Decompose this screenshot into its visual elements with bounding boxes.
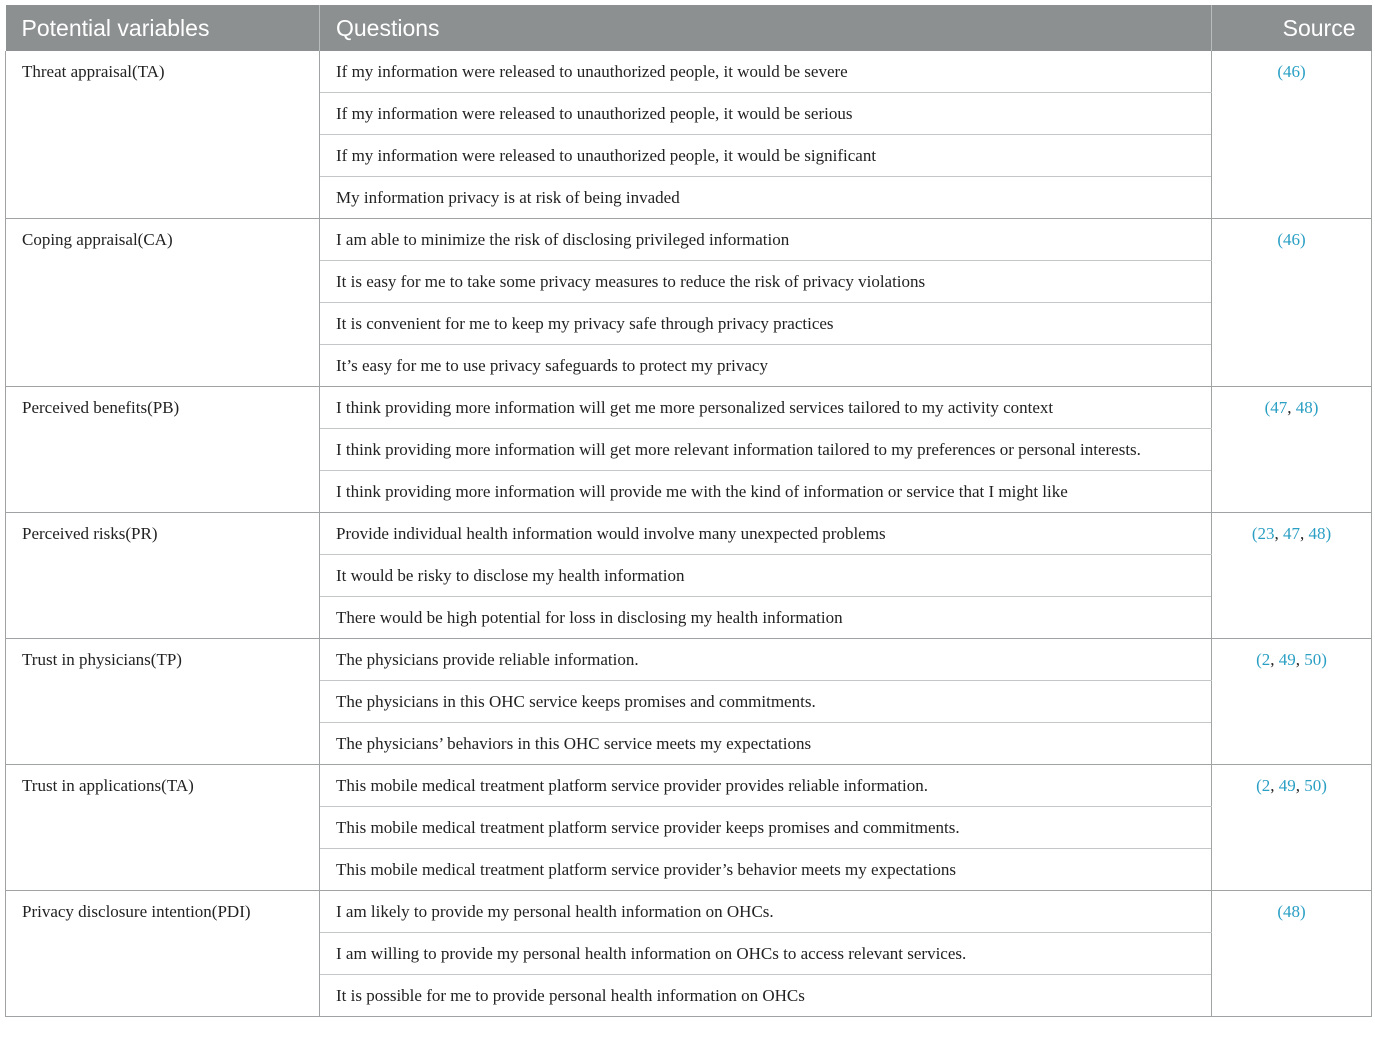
source-separator: , [1274, 524, 1283, 543]
reference-link[interactable]: 47 [1270, 398, 1288, 417]
table-row [6, 639, 1372, 681]
question-cell: This mobile medical treatment platform service provider provides reliable information. [320, 765, 1212, 807]
question-cell: This mobile medical treatment platform service provider keeps promises and commitments. [320, 807, 1212, 849]
question-cell: It is convenient for me to keep my privacy safe through privacy practices [320, 303, 1212, 345]
question-cell: The physicians’ behaviors in this OHC service meets my expectations [320, 723, 1212, 765]
question-cell: My information privacy is at risk of being invaded [320, 177, 1212, 219]
question-cell: Provide individual health information would involve many unexpected problems [320, 513, 1212, 555]
table-row [6, 219, 1372, 261]
table-header [6, 5, 1372, 51]
source-cell [1212, 891, 1372, 1017]
header-potential-variables: Potential variables [6, 5, 320, 51]
variables-table [5, 5, 1372, 1017]
reference-link[interactable]: 46 [1283, 230, 1300, 249]
question-cell: The physicians provide reliable information. [320, 639, 1212, 681]
question-cell: I am willing to provide my personal health information on OHCs to access relevant services. [320, 933, 1212, 975]
question-cell: The physicians in this OHC service keeps promises and commitments. [320, 681, 1212, 723]
question-cell: If my information were released to unauthorized people, it would be severe [320, 51, 1212, 93]
reference-link[interactable]: 47 [1283, 524, 1300, 543]
variables-table-container [5, 5, 1371, 1017]
table-row [6, 51, 1372, 93]
source-separator: , [1295, 650, 1305, 669]
question-cell: It is possible for me to provide personal health information on OHCs [320, 975, 1212, 1017]
variable-cell: Privacy disclosure intention(PDI) [6, 891, 320, 1017]
source-open-paren: ( [1277, 62, 1283, 81]
question-cell: There would be high potential for loss in disclosing my health information [320, 597, 1212, 639]
variable-cell: Perceived risks(PR) [6, 513, 320, 639]
source-open-paren: ( [1277, 230, 1283, 249]
question-cell: I think providing more information will get more relevant information tailored to my preferences or personal interests. [320, 429, 1212, 471]
question-cell: It’s easy for me to use privacy safeguards to protect my privacy [320, 345, 1212, 387]
source-cell [1212, 639, 1372, 765]
header-questions: Questions [320, 5, 1212, 51]
source-close-paren: ) [1300, 230, 1306, 249]
table-row [6, 891, 1372, 933]
question-cell: It would be risky to disclose my health information [320, 555, 1212, 597]
source-close-paren: ) [1300, 62, 1306, 81]
source-close-paren: ) [1300, 902, 1306, 921]
source-open-paren: ( [1277, 902, 1283, 921]
reference-link[interactable]: 48 [1308, 524, 1326, 543]
source-close-paren: ) [1321, 650, 1327, 669]
source-open-paren: ( [1264, 398, 1271, 417]
source-open-paren: ( [1256, 650, 1262, 669]
source-cell [1212, 513, 1372, 639]
variable-cell: Perceived benefits(PB) [6, 387, 320, 513]
table-row [6, 513, 1372, 555]
source-separator: , [1295, 776, 1305, 795]
question-cell: I think providing more information will get me more personalized services tailored to my activity context [320, 387, 1212, 429]
source-separator: , [1270, 650, 1279, 669]
question-cell: This mobile medical treatment platform service provider’s behavior meets my expectations [320, 849, 1212, 891]
question-cell: It is easy for me to take some privacy measures to reduce the risk of privacy violations [320, 261, 1212, 303]
reference-link[interactable]: 48 [1283, 902, 1300, 921]
source-separator: , [1287, 398, 1296, 417]
source-cell [1212, 219, 1372, 387]
reference-link[interactable]: 50 [1304, 650, 1322, 669]
question-cell: If my information were released to unauthorized people, it would be serious [320, 93, 1212, 135]
reference-link[interactable]: 2 [1261, 776, 1271, 795]
question-cell: If my information were released to unauthorized people, it would be significant [320, 135, 1212, 177]
source-open-paren: ( [1251, 524, 1258, 543]
question-cell: I am able to minimize the risk of disclosing privileged information [320, 219, 1212, 261]
table-row [6, 765, 1372, 807]
reference-link[interactable]: 50 [1304, 776, 1322, 795]
reference-link[interactable]: 49 [1278, 776, 1296, 795]
source-open-paren: ( [1256, 776, 1262, 795]
reference-link[interactable]: 49 [1278, 650, 1296, 669]
source-separator: , [1270, 776, 1279, 795]
reference-link[interactable]: 48 [1295, 398, 1313, 417]
question-cell: I am likely to provide my personal health information on OHCs. [320, 891, 1212, 933]
reference-link[interactable]: 46 [1283, 62, 1300, 81]
variable-cell: Threat appraisal(TA) [6, 51, 320, 219]
source-close-paren: ) [1312, 398, 1319, 417]
source-cell [1212, 51, 1372, 219]
source-cell [1212, 765, 1372, 891]
table-row [6, 387, 1372, 429]
table-body [6, 51, 1372, 1017]
header-source: Source [1212, 5, 1372, 51]
source-close-paren: ) [1325, 524, 1332, 543]
source-close-paren: ) [1321, 776, 1327, 795]
header-row [6, 5, 1372, 51]
variable-cell: Trust in applications(TA) [6, 765, 320, 891]
source-cell [1212, 387, 1372, 513]
source-separator: , [1300, 524, 1309, 543]
variable-cell: Trust in physicians(TP) [6, 639, 320, 765]
question-cell: I think providing more information will provide me with the kind of information or service that I might like [320, 471, 1212, 513]
variable-cell: Coping appraisal(CA) [6, 219, 320, 387]
reference-link[interactable]: 2 [1261, 650, 1271, 669]
reference-link[interactable]: 23 [1257, 524, 1275, 543]
